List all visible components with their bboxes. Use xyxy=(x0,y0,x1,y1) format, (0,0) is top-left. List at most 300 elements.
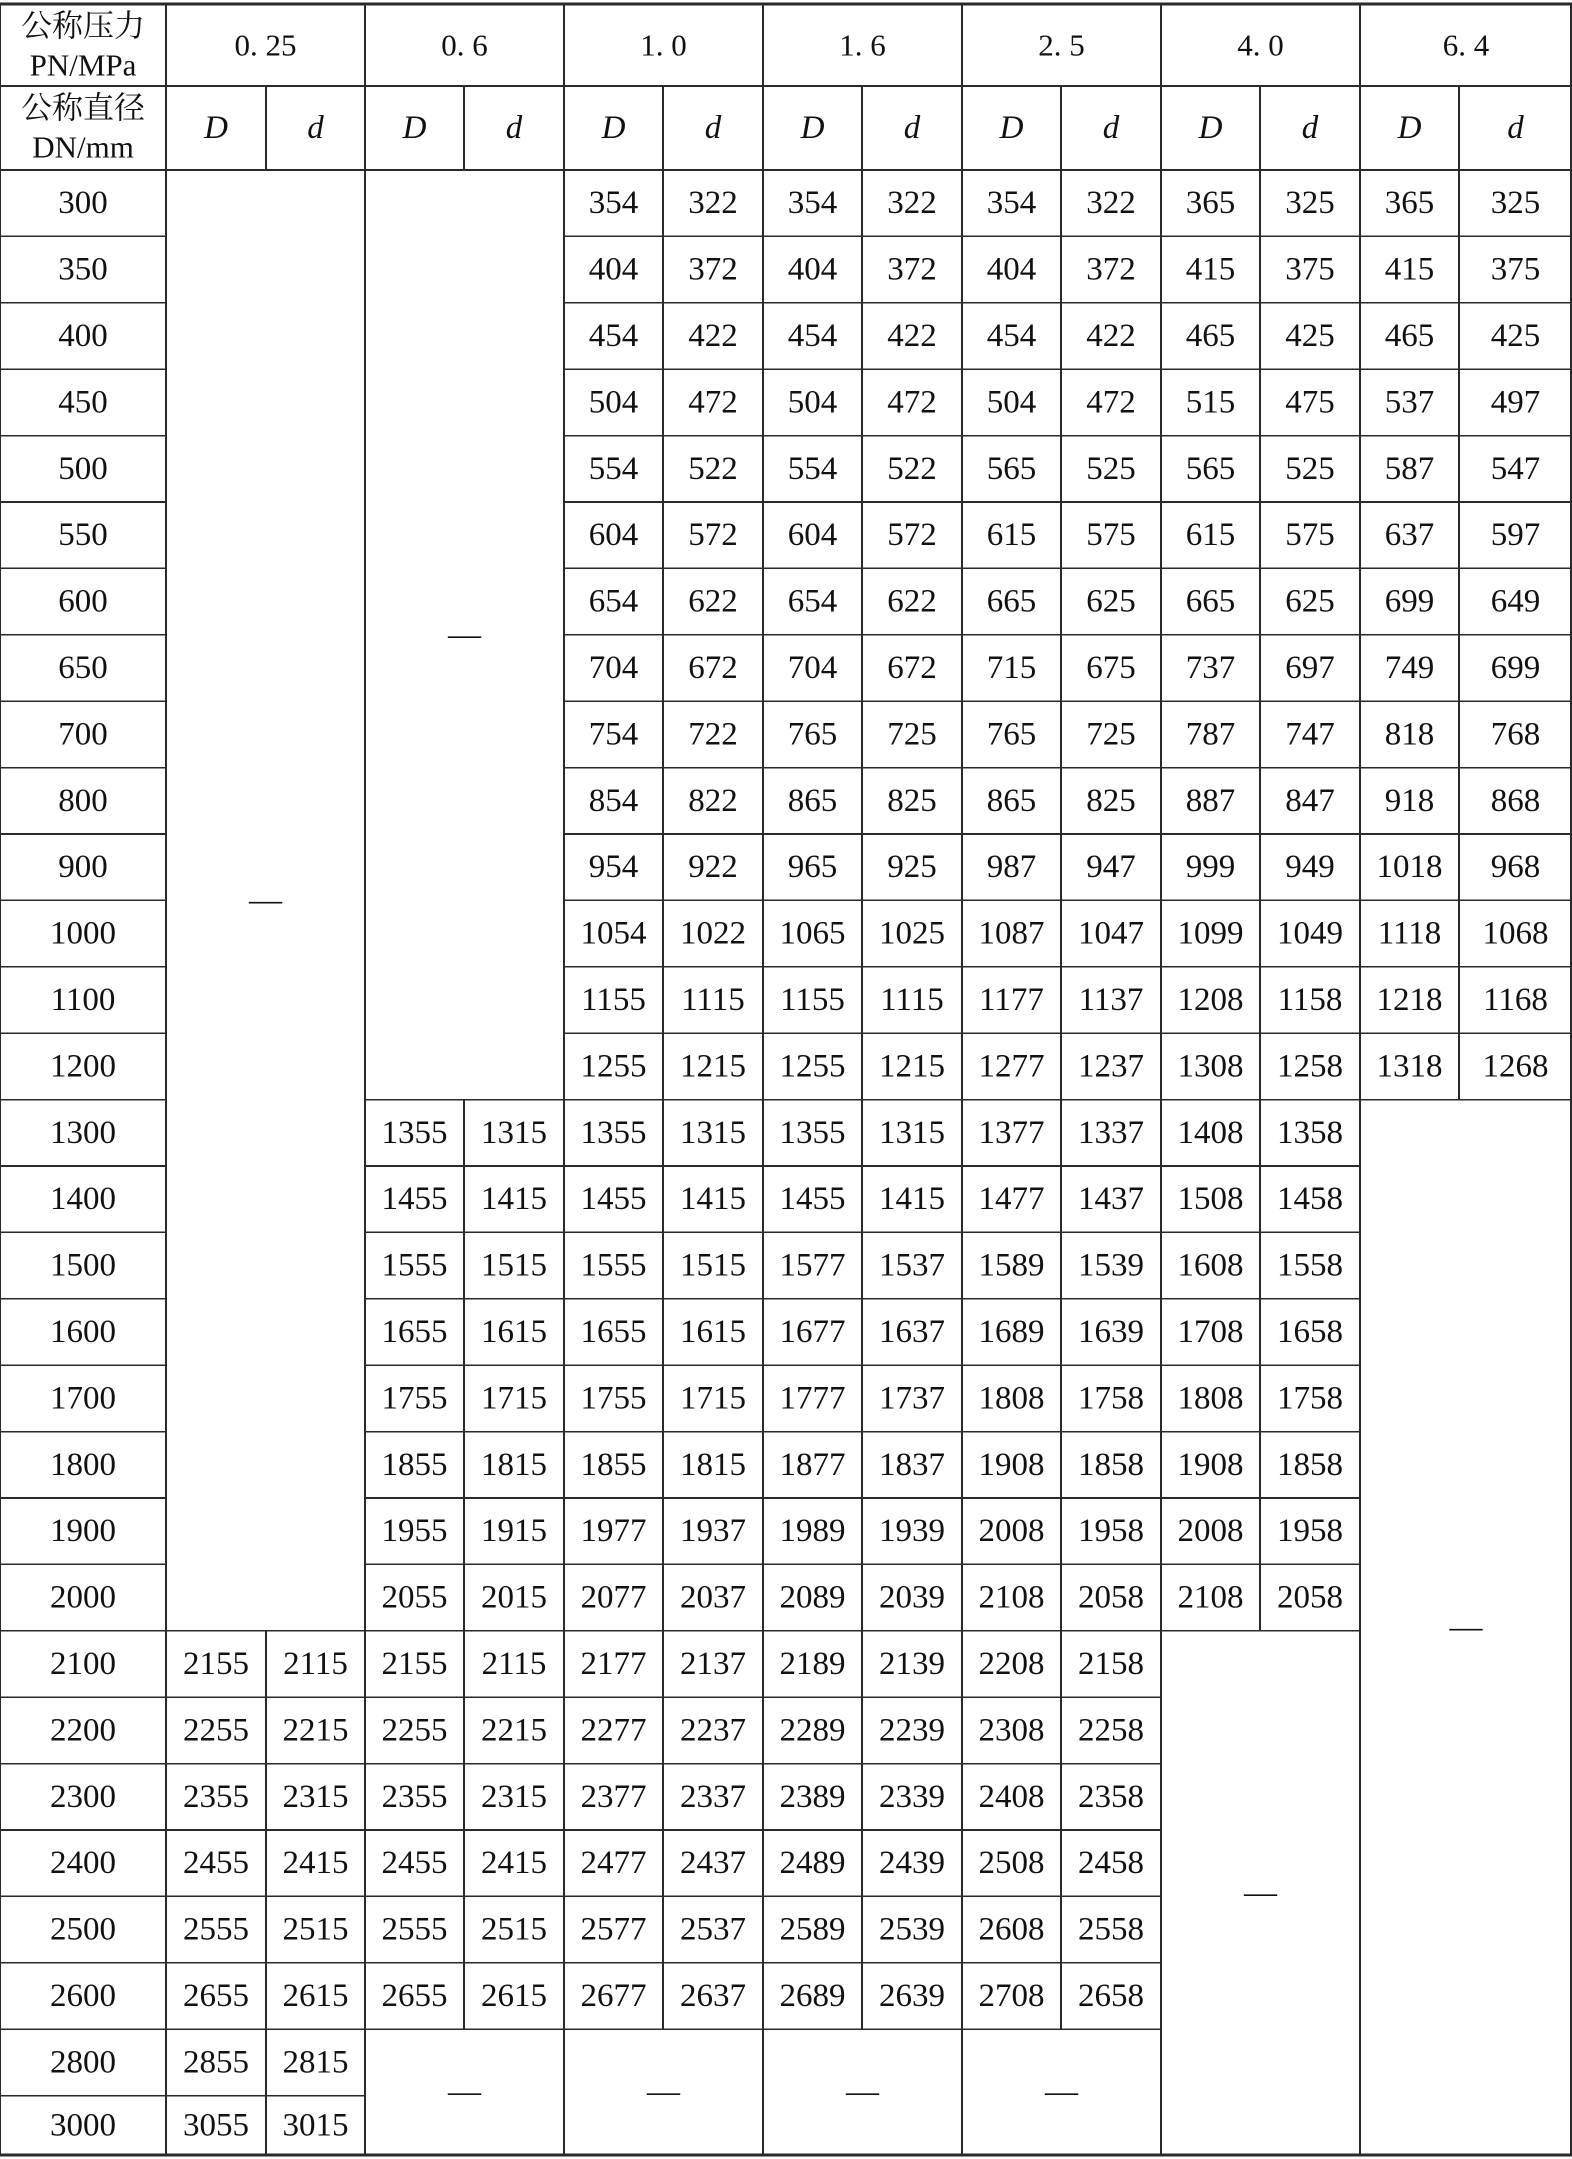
table-cell: 649 xyxy=(1490,583,1541,620)
table-cell: 504 xyxy=(986,384,1037,421)
table-cell: 2137 xyxy=(680,1646,746,1682)
table-cell: 1018 xyxy=(1376,849,1443,886)
table-cell: 654 xyxy=(588,583,639,620)
outer-diameter-header: D xyxy=(1198,110,1223,146)
table-cell: 1615 xyxy=(680,1314,746,1350)
pressure-header: 6. 4 xyxy=(1442,27,1490,63)
nominal-diameter-cell: 800 xyxy=(58,782,108,819)
table-cell: 2539 xyxy=(879,1911,945,1948)
table-cell: 1318 xyxy=(1376,1048,1443,1085)
nominal-diameter-cell: 2800 xyxy=(50,2044,116,2081)
nominal-diameter-cell: 1300 xyxy=(50,1114,116,1151)
table-cell: 1477 xyxy=(978,1181,1045,1218)
table-cell: 2589 xyxy=(779,1911,846,1948)
table-cell: 2339 xyxy=(879,1778,945,1815)
table-cell: 2255 xyxy=(183,1712,249,1749)
pressure-unit-label: PN/MPa xyxy=(29,47,137,83)
table-cell: 1155 xyxy=(581,982,646,1018)
table-cell: 1955 xyxy=(381,1513,448,1550)
nominal-diameter-cell: 1000 xyxy=(50,915,116,952)
table-cell: 965 xyxy=(787,849,838,886)
table-cell: 847 xyxy=(1285,782,1335,819)
not-applicable-dash: — xyxy=(1449,1609,1483,1646)
table-cell: 2337 xyxy=(680,1778,746,1815)
table-cell: 422 xyxy=(688,318,738,354)
table-cell: 2489 xyxy=(779,1845,846,1882)
table-cell: 2408 xyxy=(978,1778,1045,1815)
outer-diameter-header: D xyxy=(800,110,825,146)
table-cell: 587 xyxy=(1384,450,1435,487)
table-cell: 575 xyxy=(1086,517,1136,554)
table-cell: 2115 xyxy=(481,1646,547,1682)
table-cell: 1118 xyxy=(1377,915,1442,952)
table-cell: 1065 xyxy=(779,915,846,952)
table-cell: 1708 xyxy=(1177,1314,1244,1350)
table-cell: 622 xyxy=(887,583,937,620)
table-cell: 547 xyxy=(1490,450,1541,487)
table-cell: 354 xyxy=(986,185,1037,222)
table-cell: 1808 xyxy=(978,1380,1045,1417)
table-cell: 2108 xyxy=(978,1579,1045,1616)
table-cell: 1755 xyxy=(580,1380,647,1417)
table-cell: 2155 xyxy=(381,1646,448,1682)
not-applicable-dash: — xyxy=(448,616,481,653)
table-cell: 375 xyxy=(1490,251,1541,288)
table-cell: 865 xyxy=(986,782,1037,819)
nominal-diameter-cell: 600 xyxy=(58,583,108,620)
table-cell: 825 xyxy=(1086,782,1136,819)
table-cell: 1177 xyxy=(979,982,1044,1018)
nominal-diameter-cell: 2400 xyxy=(50,1845,116,1882)
table-cell: 425 xyxy=(1490,318,1541,354)
table-cell: 715 xyxy=(986,650,1037,686)
table-cell: 747 xyxy=(1285,716,1335,753)
table-cell: 2158 xyxy=(1078,1646,1144,1682)
table-cell: 1777 xyxy=(779,1380,846,1417)
table-cell: 525 xyxy=(1285,450,1335,487)
table-cell: 947 xyxy=(1086,849,1136,886)
nominal-diameter-cell: 1900 xyxy=(50,1513,116,1550)
table-cell: 2389 xyxy=(779,1778,846,1815)
table-cell: 654 xyxy=(787,583,838,620)
table-cell: 575 xyxy=(1285,517,1335,554)
table-cell: 1218 xyxy=(1376,982,1443,1018)
table-cell: 565 xyxy=(1185,450,1236,487)
table-cell: 2255 xyxy=(381,1712,448,1749)
table-cell: 565 xyxy=(986,450,1037,487)
table-cell: 3055 xyxy=(183,2107,249,2144)
nominal-diameter-cell: 1100 xyxy=(50,982,116,1018)
pressure-header: 0. 25 xyxy=(234,27,297,63)
not-applicable-dash: — xyxy=(846,2074,879,2111)
table-cell: 2037 xyxy=(680,1579,746,1616)
table-cell: 1087 xyxy=(978,915,1045,952)
table-cell: 854 xyxy=(588,782,639,819)
table-cell: 2239 xyxy=(879,1712,945,1749)
outer-diameter-header: D xyxy=(1397,110,1422,146)
table-cell: 1208 xyxy=(1177,982,1244,1018)
nominal-diameter-cell: 400 xyxy=(58,318,108,354)
outer-diameter-header: D xyxy=(402,110,427,146)
pressure-header: 0. 6 xyxy=(441,27,488,63)
table-cell: 1337 xyxy=(1078,1114,1144,1151)
table-cell: 322 xyxy=(1086,185,1136,222)
table-cell: 1458 xyxy=(1277,1181,1343,1218)
table-cell: 1515 xyxy=(481,1247,547,1284)
table-cell: 922 xyxy=(688,849,738,886)
table-cell: 1608 xyxy=(1177,1247,1244,1284)
nominal-diameter-cell: 2600 xyxy=(50,1978,116,2014)
table-cell: 375 xyxy=(1285,251,1335,288)
table-cell: 1539 xyxy=(1078,1247,1144,1284)
table-cell: 354 xyxy=(787,185,838,222)
nominal-diameter-cell: 1200 xyxy=(50,1048,116,1085)
table-cell: 1958 xyxy=(1277,1513,1343,1550)
table-cell: 522 xyxy=(688,450,738,487)
table-cell: 954 xyxy=(588,849,639,886)
table-cell: 2115 xyxy=(283,1646,348,1682)
table-cell: 525 xyxy=(1086,450,1136,487)
table-cell: 1315 xyxy=(680,1114,746,1151)
nominal-diameter-cell: 1500 xyxy=(50,1247,116,1284)
table-cell: 887 xyxy=(1185,782,1236,819)
table-cell: 3015 xyxy=(282,2107,349,2144)
table-cell: 1277 xyxy=(978,1048,1045,1085)
table-cell: 665 xyxy=(1185,583,1236,620)
table-cell: 2355 xyxy=(183,1778,249,1815)
table-cell: 454 xyxy=(986,318,1037,354)
table-cell: 2215 xyxy=(282,1712,349,1749)
table-cell: 2508 xyxy=(978,1845,1045,1882)
table-cell: 2555 xyxy=(183,1911,249,1948)
table-cell: 818 xyxy=(1384,716,1435,753)
table-cell: 2055 xyxy=(381,1579,448,1616)
table-cell: 1715 xyxy=(680,1380,746,1417)
table-cell: 2437 xyxy=(680,1845,746,1882)
not-applicable-dash: — xyxy=(1244,1874,1277,1911)
table-cell: 1537 xyxy=(879,1247,945,1284)
table-cell: 1758 xyxy=(1277,1380,1343,1417)
table-cell: 2215 xyxy=(481,1712,547,1749)
table-cell: 2689 xyxy=(779,1978,846,2014)
table-cell: 1415 xyxy=(481,1181,547,1218)
table-cell: 1855 xyxy=(381,1446,448,1483)
table-cell: 415 xyxy=(1185,251,1236,288)
table-cell: 1655 xyxy=(580,1314,647,1350)
table-cell: 2058 xyxy=(1277,1579,1343,1616)
table-cell: 2615 xyxy=(282,1978,349,2014)
table-cell: 987 xyxy=(986,849,1037,886)
table-cell: 672 xyxy=(688,650,738,686)
table-cell: 675 xyxy=(1086,650,1136,686)
nominal-diameter-cell: 1400 xyxy=(50,1181,116,1218)
table-cell: 372 xyxy=(887,251,937,288)
table-cell: 1315 xyxy=(879,1114,945,1151)
table-cell: 625 xyxy=(1086,583,1136,620)
table-cell: 372 xyxy=(688,251,738,288)
table-cell: 2258 xyxy=(1078,1712,1144,1749)
table-cell: 365 xyxy=(1384,185,1435,222)
table-cell: 1977 xyxy=(580,1513,647,1550)
diameter-label: 公称直径 xyxy=(21,90,145,126)
table-cell: 868 xyxy=(1490,782,1541,819)
table-cell: 2455 xyxy=(183,1845,249,1882)
table-cell: 2558 xyxy=(1078,1911,1144,1948)
table-cell: 365 xyxy=(1185,185,1236,222)
table-cell: 1558 xyxy=(1277,1247,1343,1284)
table-cell: 2655 xyxy=(183,1978,249,2014)
table-cell: 504 xyxy=(588,384,639,421)
table-cell: 1615 xyxy=(481,1314,547,1350)
table-cell: 822 xyxy=(688,782,738,819)
table-cell: 637 xyxy=(1384,517,1435,554)
table-cell: 725 xyxy=(1086,716,1136,753)
table-cell: 1758 xyxy=(1078,1380,1144,1417)
inner-diameter-header: d xyxy=(1301,110,1319,146)
table-cell: 1115 xyxy=(681,982,745,1018)
table-cell: 1858 xyxy=(1078,1446,1144,1483)
table-cell: 2537 xyxy=(680,1911,746,1948)
table-cell: 1555 xyxy=(381,1247,448,1284)
table-cell: 2039 xyxy=(879,1579,945,1616)
table-cell: 1355 xyxy=(381,1114,448,1151)
table-cell: 737 xyxy=(1185,650,1236,686)
table-cell: 2515 xyxy=(282,1911,349,1948)
table-cell: 787 xyxy=(1185,716,1236,753)
table-cell: 354 xyxy=(588,185,639,222)
table-cell: 2639 xyxy=(879,1978,945,2014)
nominal-diameter-cell: 2300 xyxy=(50,1778,116,1815)
table-cell: 404 xyxy=(986,251,1037,288)
nominal-diameter-cell: 2000 xyxy=(50,1579,116,1616)
table-cell: 1355 xyxy=(580,1114,647,1151)
nominal-diameter-cell: 3000 xyxy=(50,2107,116,2144)
table-cell: 597 xyxy=(1490,517,1541,554)
table-cell: 2277 xyxy=(580,1712,647,1749)
table-cell: 1715 xyxy=(481,1380,547,1417)
inner-diameter-header: d xyxy=(1507,110,1524,146)
table-cell: 1237 xyxy=(1078,1048,1144,1085)
table-cell: 704 xyxy=(787,650,838,686)
table-cell: 1989 xyxy=(779,1513,846,1550)
table-cell: 2358 xyxy=(1078,1778,1144,1815)
table-cell: 325 xyxy=(1490,185,1541,222)
table-cell: 465 xyxy=(1185,318,1236,354)
table-cell: 1355 xyxy=(779,1114,846,1151)
table-cell: 699 xyxy=(1490,650,1541,686)
table-cell: 2008 xyxy=(978,1513,1045,1550)
table-cell: 475 xyxy=(1285,384,1335,421)
table-cell: 622 xyxy=(688,583,738,620)
table-cell: 1115 xyxy=(880,982,944,1018)
table-cell: 2315 xyxy=(282,1778,349,1815)
table-cell: 765 xyxy=(986,716,1037,753)
table-cell: 615 xyxy=(986,517,1037,554)
table-cell: 537 xyxy=(1384,384,1435,421)
table-cell: 1589 xyxy=(978,1247,1045,1284)
table-cell: 2237 xyxy=(680,1712,746,1749)
outer-diameter-header: D xyxy=(204,110,228,146)
table-cell: 1437 xyxy=(1078,1181,1144,1218)
inner-diameter-header: d xyxy=(307,110,324,146)
pressure-label: 公称压力 xyxy=(21,8,145,44)
table-cell: 1655 xyxy=(381,1314,448,1350)
table-cell: 2139 xyxy=(879,1646,945,1682)
nominal-diameter-cell: 450 xyxy=(58,384,108,421)
inner-diameter-header: d xyxy=(1102,110,1120,146)
table-cell: 522 xyxy=(887,450,937,487)
not-applicable-dash: — xyxy=(448,2074,481,2111)
table-cell: 1068 xyxy=(1482,915,1549,952)
not-applicable-dash: — xyxy=(1045,2074,1078,2111)
table-cell: 1837 xyxy=(879,1446,945,1483)
table-cell: 1099 xyxy=(1177,915,1244,952)
table-cell: 2477 xyxy=(580,1845,647,1882)
table-cell: 322 xyxy=(688,185,738,222)
table-cell: 415 xyxy=(1384,251,1435,288)
table-cell: 404 xyxy=(588,251,639,288)
table-cell: 725 xyxy=(887,716,937,753)
pressure-header: 2. 5 xyxy=(1038,27,1085,63)
table-cell: 1639 xyxy=(1078,1314,1144,1350)
not-applicable-dash: — xyxy=(249,882,282,919)
table-cell: 2615 xyxy=(481,1978,547,2014)
table-cell: 1658 xyxy=(1277,1314,1343,1350)
table-cell: 754 xyxy=(588,716,639,753)
table-cell: 2458 xyxy=(1078,1845,1144,1882)
table-cell: 2015 xyxy=(481,1579,547,1616)
table-cell: 1047 xyxy=(1078,915,1144,952)
table-cell: 2415 xyxy=(282,1845,349,1882)
nominal-diameter-cell: 300 xyxy=(58,185,108,222)
table-cell: 1808 xyxy=(1177,1380,1244,1417)
table-cell: 1308 xyxy=(1177,1048,1244,1085)
table-cell: 825 xyxy=(887,782,937,819)
table-cell: 515 xyxy=(1185,384,1236,421)
outer-diameter-header: D xyxy=(601,110,626,146)
table-cell: 1158 xyxy=(1277,982,1343,1018)
table-cell: 1049 xyxy=(1277,915,1343,952)
table-cell: 425 xyxy=(1285,318,1335,354)
table-cell: 1937 xyxy=(680,1513,746,1550)
table-cell: 2637 xyxy=(680,1978,746,2014)
table-cell: 604 xyxy=(588,517,639,554)
table-cell: 722 xyxy=(688,716,738,753)
not-applicable-dash: — xyxy=(647,2074,680,2111)
table-cell: 2455 xyxy=(381,1845,448,1882)
table-cell: 704 xyxy=(588,650,639,686)
table-cell: 2108 xyxy=(1177,1579,1244,1616)
table-cell: 497 xyxy=(1490,384,1541,421)
nominal-diameter-cell: 1800 xyxy=(50,1446,116,1483)
table-cell: 1258 xyxy=(1277,1048,1343,1085)
table-cell: 1455 xyxy=(580,1181,647,1218)
nominal-diameter-cell: 2200 xyxy=(50,1712,116,1749)
table-cell: 918 xyxy=(1384,782,1435,819)
table-cell: 1415 xyxy=(879,1181,945,1218)
table-cell: 2308 xyxy=(978,1712,1045,1749)
table-cell: 454 xyxy=(588,318,639,354)
table-cell: 1858 xyxy=(1277,1446,1343,1483)
table-cell: 1268 xyxy=(1482,1048,1549,1085)
table-cell: 472 xyxy=(1086,384,1136,421)
nominal-diameter-cell: 1600 xyxy=(50,1314,116,1350)
table-cell: 1215 xyxy=(680,1048,746,1085)
table-cell: 604 xyxy=(787,517,838,554)
table-cell: 768 xyxy=(1490,716,1541,753)
table-cell: 554 xyxy=(588,450,639,487)
inner-diameter-header: d xyxy=(704,110,722,146)
table-cell: 1137 xyxy=(1078,982,1144,1018)
table-cell: 1358 xyxy=(1277,1114,1343,1151)
table-cell: 572 xyxy=(688,517,738,554)
table-cell: 665 xyxy=(986,583,1037,620)
table-cell: 504 xyxy=(787,384,838,421)
table-cell: 2555 xyxy=(381,1911,448,1948)
table-cell: 1377 xyxy=(978,1114,1045,1151)
table-cell: 968 xyxy=(1490,849,1541,886)
table-cells xyxy=(21,9,1549,2144)
table-cell: 2008 xyxy=(1177,1513,1244,1550)
nominal-diameter-cell: 2100 xyxy=(50,1646,116,1682)
nominal-diameter-cell: 2500 xyxy=(50,1911,116,1948)
table-cell: 2089 xyxy=(779,1579,846,1616)
inner-diameter-header: d xyxy=(903,110,921,146)
table-cell: 1215 xyxy=(879,1048,945,1085)
nominal-diameter-cell: 700 xyxy=(58,716,108,753)
table-cell: 2577 xyxy=(580,1911,647,1948)
table-cell: 2439 xyxy=(879,1845,945,1882)
table-cell: 925 xyxy=(887,849,937,886)
table-cell: 1455 xyxy=(779,1181,846,1218)
table-cell: 865 xyxy=(787,782,838,819)
table-cell: 422 xyxy=(887,318,937,354)
table-cell: 472 xyxy=(887,384,937,421)
table-cell: 1637 xyxy=(879,1314,945,1350)
nominal-diameter-cell: 350 xyxy=(58,251,108,288)
table-cell: 404 xyxy=(787,251,838,288)
table-cell: 1939 xyxy=(879,1513,945,1550)
table-cell: 1315 xyxy=(481,1114,547,1151)
table-cell: 2177 xyxy=(580,1646,647,1682)
table-cell: 572 xyxy=(887,517,937,554)
table-cell: 1877 xyxy=(779,1446,846,1483)
table-cell: 372 xyxy=(1086,251,1136,288)
nominal-diameter-cell: 500 xyxy=(58,450,108,487)
table-cell: 1958 xyxy=(1078,1513,1144,1550)
table-cell: 1408 xyxy=(1177,1114,1244,1151)
table-cell: 1255 xyxy=(779,1048,846,1085)
table-cell: 672 xyxy=(887,650,937,686)
table-cell: 1022 xyxy=(680,915,746,952)
table-cell: 2155 xyxy=(183,1646,249,1682)
table-cell: 1054 xyxy=(580,915,647,952)
table-cell: 325 xyxy=(1285,185,1335,222)
pressure-header: 1. 0 xyxy=(640,27,687,63)
table-cell: 1577 xyxy=(779,1247,846,1284)
table-cell: 1415 xyxy=(680,1181,746,1218)
table-cell: 2677 xyxy=(580,1978,647,2014)
table-cell: 2077 xyxy=(580,1579,647,1616)
table-cell: 1508 xyxy=(1177,1181,1244,1218)
table-cell: 1677 xyxy=(779,1314,846,1350)
table-cell: 697 xyxy=(1285,650,1335,686)
nominal-diameter-cell: 650 xyxy=(58,650,108,686)
table-cell: 2415 xyxy=(481,1845,547,1882)
table-cell: 2708 xyxy=(978,1978,1045,2014)
nominal-diameter-cell: 900 xyxy=(58,849,108,886)
table-cell: 2655 xyxy=(381,1978,448,2014)
